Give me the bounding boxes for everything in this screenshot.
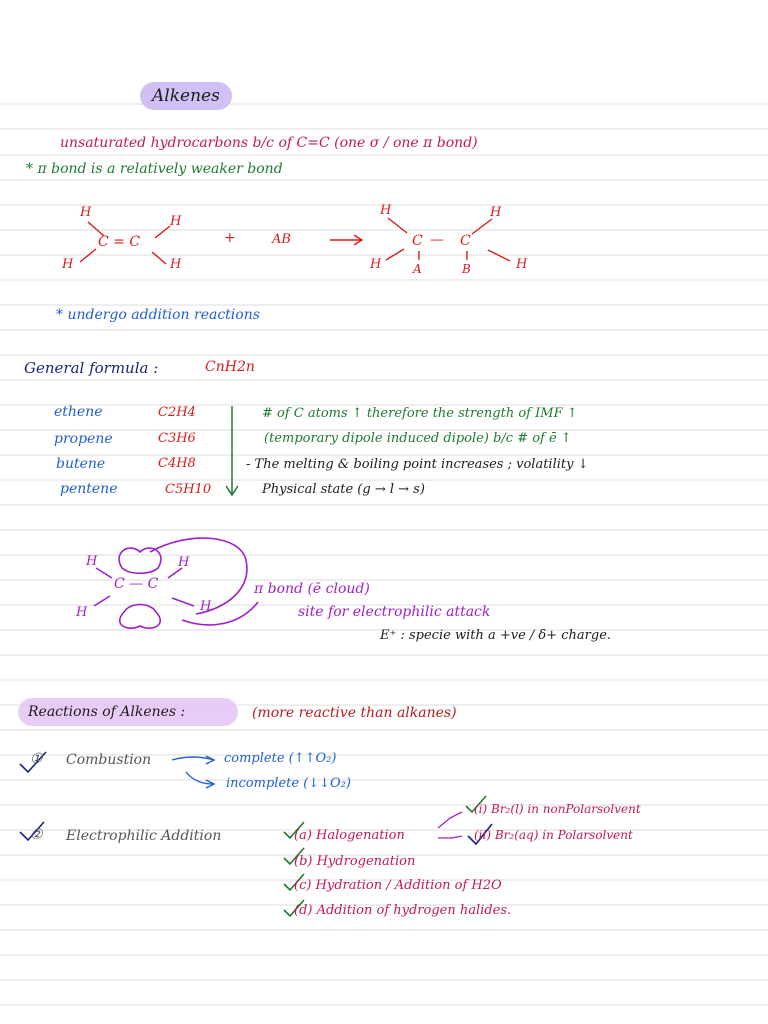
halogen-option-nonpolar: (i) Br₂(l) in nonPolarsolvent <box>474 802 641 816</box>
general-formula-label: General formula : <box>24 359 159 377</box>
series-name-2: propene <box>54 431 113 447</box>
addition-item-hydration: (c) Hydration / Addition of H2O <box>294 878 502 893</box>
series-name-4: pentene <box>60 481 118 497</box>
general-formula-value: CnH2n <box>205 359 255 375</box>
pi-bond-note: * π bond is a relatively weaker bond <box>26 161 283 177</box>
combustion-number: ① <box>30 751 43 767</box>
series-name-3: butene <box>56 456 106 472</box>
combustion-incomplete: incomplete (↓↓O₂) <box>226 776 351 791</box>
trend-note-3: - The melting & boiling point increases ; volatility ↓ <box>246 457 589 472</box>
pi-h-bottom-right: H <box>200 599 212 614</box>
combustion-complete: complete (↑↑O₂) <box>224 751 337 766</box>
product-h-top-right: H <box>490 205 502 220</box>
series-formula-1: C2H4 <box>158 405 196 420</box>
series-name-1: ethene <box>54 404 103 420</box>
electrophilic-label: Electrophilic Addition <box>66 828 222 844</box>
pi-h-top-right: H <box>178 555 190 570</box>
addition-item-hydrogen-halides: (d) Addition of hydrogen halides. <box>294 903 512 918</box>
product-carbon-1: C <box>412 233 423 249</box>
trend-note-1: # of C atoms ↑ therefore the strength of IMF ↑ <box>262 406 578 421</box>
trend-note-4: Physical state (g → l → s) <box>262 482 425 497</box>
pi-core: C — C <box>114 576 159 592</box>
pi-label-electrophile-definition: E⁺ : specie with a +ve / δ+ charge. <box>380 628 612 643</box>
addition-note: * undergo addition reactions <box>56 307 260 323</box>
series-formula-2: C3H6 <box>158 431 196 446</box>
ethene-h-bottom-left: H <box>62 257 74 272</box>
reagent-ab: AB <box>272 232 291 247</box>
product-h-top-left: H <box>380 203 392 218</box>
product-h-bottom-right: H <box>516 257 528 272</box>
reactions-heading-note: (more reactive than alkanes) <box>252 705 457 721</box>
ethene-h-top-left: H <box>80 205 92 220</box>
addition-item-halogenation: (a) Halogenation <box>294 828 405 843</box>
definition-text: unsaturated hydrocarbons b/c of C=C (one σ / one π bond) <box>60 135 478 151</box>
product-carbon-2: C <box>460 233 471 249</box>
halogen-option-polar: (ii) Br₂(aq) in Polarsolvent <box>474 828 633 842</box>
electrophilic-number: ② <box>30 827 43 843</box>
addition-item-hydrogenation: (b) Hydrogenation <box>294 854 416 869</box>
product-bond-dash: — <box>430 232 444 248</box>
product-atom-b: B <box>462 262 471 276</box>
pi-label-electron-cloud: π bond (ē cloud) <box>254 581 370 597</box>
product-h-bottom-left: H <box>370 257 382 272</box>
ethene-core: C = C <box>98 234 141 250</box>
ethene-h-top-right: H <box>170 214 182 229</box>
series-formula-4: C5H10 <box>165 482 212 497</box>
series-formula-3: C4H8 <box>158 456 196 471</box>
trend-note-2: (temporary dipole induced dipole) b/c # of ē ↑ <box>264 431 572 446</box>
reaction-plus: + <box>224 230 236 246</box>
ethene-h-bottom-right: H <box>170 257 182 272</box>
combustion-label: Combustion <box>66 752 152 768</box>
page-title: Alkenes <box>152 86 220 106</box>
product-atom-a: A <box>413 262 422 276</box>
pi-label-electrophilic-site: site for electrophilic attack <box>298 604 491 620</box>
reactions-heading: Reactions of Alkenes : <box>28 704 186 720</box>
pi-h-top-left: H <box>86 554 98 569</box>
pi-h-bottom-left: H <box>76 605 88 620</box>
